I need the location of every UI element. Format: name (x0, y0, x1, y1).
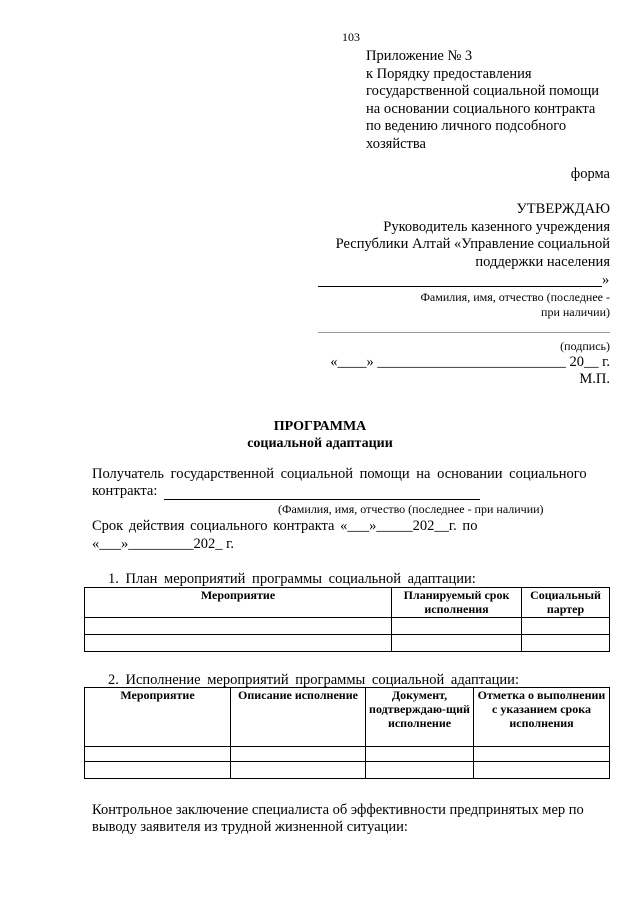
table-cell[interactable] (392, 618, 522, 635)
table-cell[interactable] (231, 762, 366, 779)
section1-heading: 1. План мероприятий программы социальной адаптации: (108, 571, 476, 587)
table-row (85, 762, 610, 779)
recipient-underline (164, 499, 480, 500)
execution-table (84, 687, 610, 779)
table-header-row (85, 588, 610, 618)
column-header: Мероприятие (85, 588, 392, 618)
closing-quote: » (602, 272, 610, 288)
table-cell[interactable] (522, 618, 610, 635)
form-label: форма (570, 166, 610, 182)
table-cell[interactable] (231, 747, 366, 762)
recipient-line-1: Получатель государственной социальной помощи на основании социального (92, 466, 587, 482)
section2-heading: 2. Исполнение мероприятий программы социальной адаптации: (108, 672, 519, 688)
plan-table (84, 587, 610, 652)
fio-hint-line: при наличии) (541, 305, 610, 319)
column-header: Мероприятие (85, 688, 231, 747)
table-row (85, 747, 610, 762)
table-cell[interactable] (474, 747, 610, 762)
appendix-line: к Порядку предоставления (366, 65, 532, 82)
approval-line: Республики Алтай «Управление социальной (335, 236, 610, 252)
column-header: Документ, подтверждаю-щий исполнение (366, 688, 474, 747)
approval-date: «____» __________________________ 20__ г. (330, 354, 610, 370)
fio-hint-line: Фамилия, имя, отчество (последнее - (420, 290, 610, 304)
table-row (85, 635, 610, 652)
appendix-line: Приложение № 3 (366, 48, 473, 64)
table-cell[interactable] (474, 762, 610, 779)
approve-heading: УТВЕРЖДАЮ (516, 201, 610, 217)
contract-term-line-1: Срок действия социального контракта «___»_____202__г. по (92, 518, 478, 534)
name-underline (318, 286, 602, 287)
signature-hint: (подпись) (560, 339, 610, 353)
table-cell[interactable] (392, 635, 522, 652)
column-header: Описание исполнение (231, 688, 366, 747)
title-line-1: ПРОГРАММА (273, 419, 367, 434)
title-line-2: социальной адаптации (247, 436, 393, 451)
appendix-line: хозяйства (366, 135, 426, 152)
recipient-label: контракта: (92, 483, 158, 499)
conclusion-line-2: выводу заявителя из трудной жизненной ситуации: (92, 819, 408, 835)
conclusion-line-1: Контрольное заключение специалиста об эффективности предпринятых мер по (92, 802, 584, 818)
fio-hint (310, 290, 610, 320)
stamp-label: М.П. (579, 371, 610, 387)
table-row (85, 618, 610, 635)
appendix-block (366, 48, 626, 153)
table-cell[interactable] (366, 747, 474, 762)
column-header: Социальный партер (522, 588, 610, 618)
appendix-line: по ведению личного подсобного (366, 118, 567, 134)
page-number: 103 (342, 30, 360, 44)
contract-term-line-2: «___»_________202_ г. (92, 536, 235, 552)
signature-underline (318, 332, 610, 333)
table-cell[interactable] (85, 747, 231, 762)
table-cell[interactable] (85, 635, 392, 652)
table-header-row (85, 688, 610, 747)
table-cell[interactable] (85, 618, 392, 635)
program-title (0, 418, 640, 452)
table-cell[interactable] (366, 762, 474, 779)
recipient-hint: (Фамилия, имя, отчество (последнее - при наличии) (278, 502, 544, 516)
table-cell[interactable] (522, 635, 610, 652)
column-header: Планируемый срок исполнения (392, 588, 522, 618)
approval-line: Руководитель казенного учреждения (383, 218, 610, 235)
approval-line: поддержки населения (475, 253, 610, 270)
appendix-line: государственной социальной помощи (366, 83, 600, 99)
column-header: Отметка о выполнении с указанием срока исполнения (474, 688, 610, 747)
approval-block (280, 201, 610, 271)
appendix-line: на основании социального контракта (366, 100, 596, 117)
table-cell[interactable] (85, 762, 231, 779)
